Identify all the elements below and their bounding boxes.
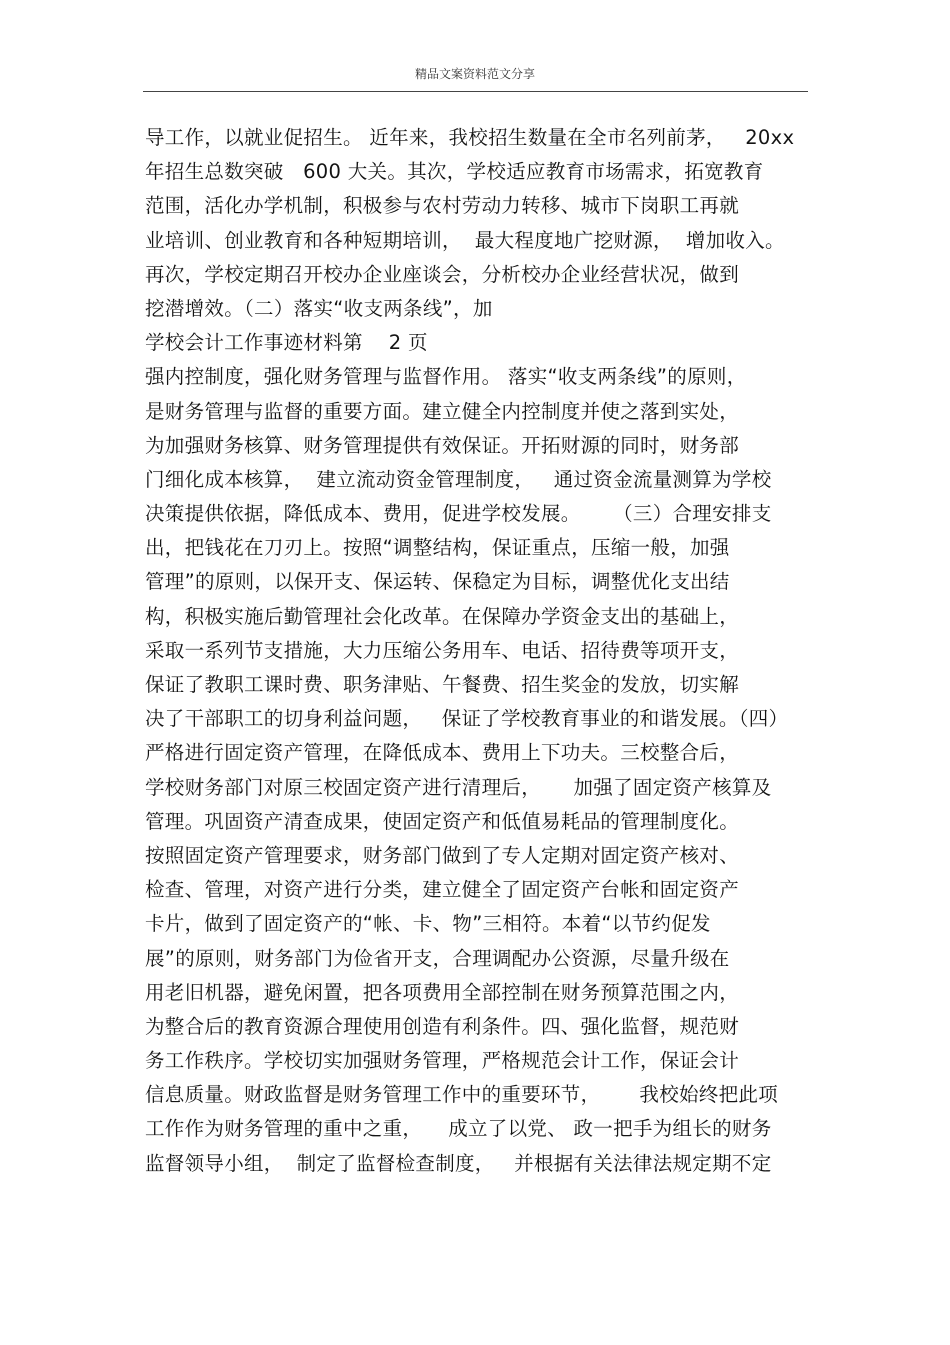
text-line: 务工作秩序。学校切实加强财务管理，严格规范会计工作，保证会计 — [145, 1049, 740, 1073]
text-line: 信息质量。财政监督是财务管理工作中的重要环节， 我校始终把此项 — [145, 1083, 778, 1107]
text-line: 决策提供依据，降低成本、费用，促进学校发展。 （三）合理安排支 — [145, 502, 772, 526]
text-line: 学校会计工作事迹材料第 2 页 — [145, 331, 428, 355]
text-line: 严格进行固定资产管理，在降低成本、费用上下功夫。三校整合后， — [145, 741, 740, 765]
text-line: 构，积极实施后勤管理社会化改革。在保障办学资金支出的基础上， — [145, 604, 740, 628]
text-line: 监督领导小组， 制定了监督检查制度， 并根据有关法律法规定期不定 — [145, 1151, 772, 1175]
text-line: 为加强财务核算、财务管理提供有效保证。开拓财源的同时，财务部 — [145, 433, 740, 457]
text-line: 强内控制度，强化财务管理与监督作用。 落实“收支两条线”的原则， — [145, 365, 747, 389]
text-line: 用老旧机器，避免闲置，把各项费用全部控制在财务预算范围之内， — [145, 980, 740, 1004]
text-line: 采取一系列节支措施，大力压缩公务用车、电话、招待费等项开支， — [145, 638, 740, 662]
text-line: 门细化成本核算， 建立流动资金管理制度， 通过资金流量测算为学校 — [145, 467, 772, 491]
text-line: 按照固定资产管理要求，财务部门做到了专人定期对固定资产核对、 — [145, 843, 740, 867]
document-body — [145, 121, 825, 1181]
text-line: 挖潜增效。（二）落实“收支两条线”，加 — [145, 296, 493, 320]
text-line: 展”的原则，财务部门为俭省开支，合理调配办公资源，尽量升级在 — [145, 946, 730, 970]
text-line: 保证了教职工课时费、职务津贴、午餐费、招生奖金的发放，切实解 — [145, 673, 740, 696]
text-line: 范围，活化办学机制，积极参与农村劳动力转移、城市下岗职工再就 — [145, 194, 740, 218]
text-line: 出，把钱花在刀刃上。按照“调整结构，保证重点，压缩一般，加强 — [145, 536, 730, 560]
page-header: 精品文案资料范文分享 — [414, 67, 535, 81]
text-line: 为整合后的教育资源合理使用创造有利条件。四、强化监督，规范财 — [145, 1014, 740, 1038]
text-line: 检查、管理，对资产进行分类，建立健全了固定资产台帐和固定资产 — [145, 878, 740, 902]
header-divider — [143, 91, 808, 92]
text-line: 工作作为财务管理的重中之重， 成立了以党、 政一把手为组长的财务 — [145, 1117, 772, 1141]
text-line: 学校财务部门对原三校固定资产进行清理后， 加强了固定资产核算及 — [145, 775, 772, 799]
text-line: 业培训、创业教育和各种短期培训， 最大程度地广挖财源， 增加收入。 — [145, 228, 785, 252]
text-line: 是财务管理与监督的重要方面。建立健全内控制度并使之落到实处， — [145, 399, 740, 423]
text-line: 年招生总数突破 600 大关。其次，学校适应教育市场需求，拓宽教育 — [145, 160, 764, 184]
text-line: 管理”的原则，以保开支、保运转、保稳定为目标，调整优化支出结 — [145, 570, 730, 594]
text-line: 导工作，以就业促招生。 近年来，我校招生数量在全市名列前茅， 20xx — [145, 126, 795, 149]
text-line: 决了干部职工的切身利益问题， 保证了学校教育事业的和谐发展。（四） — [145, 707, 789, 731]
text-line: 管理。巩固资产清查成果，使固定资产和低值易耗品的管理制度化。 — [145, 809, 740, 833]
text-line: 卡片，做到了固定资产的“帐、卡、物”三相符。本着“以节约促发 — [145, 912, 711, 936]
text-line: 再次，学校定期召开校办企业座谈会，分析校办企业经营状况，做到 — [145, 262, 740, 286]
